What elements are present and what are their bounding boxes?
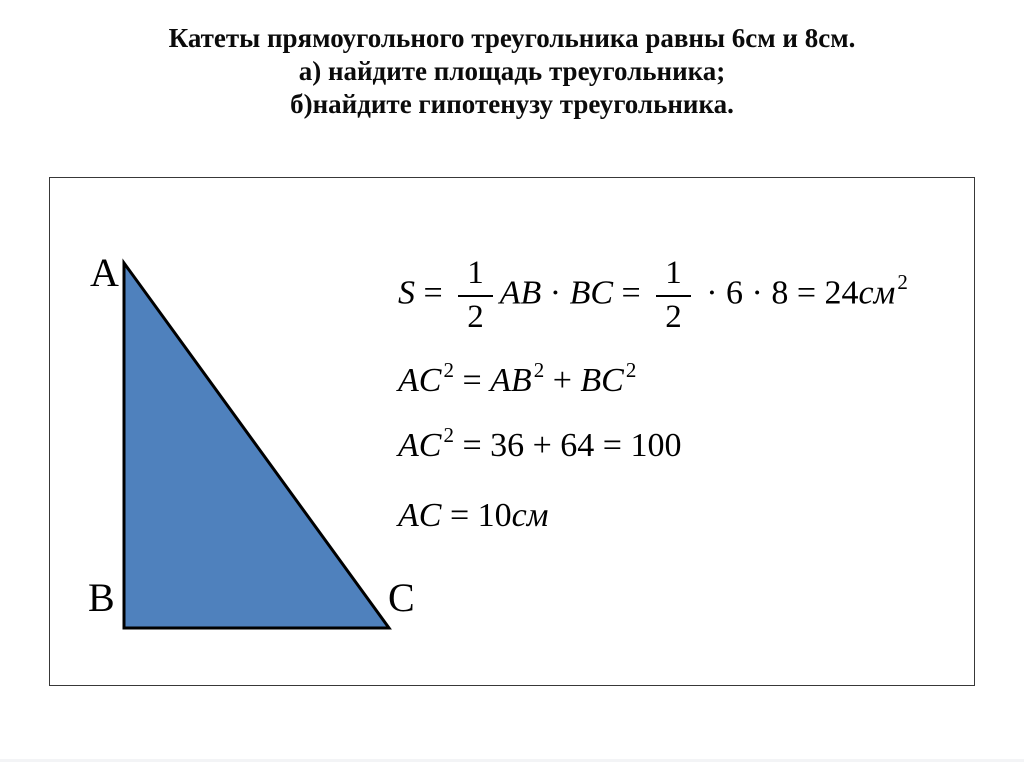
formula-area-unit: см: [858, 274, 896, 312]
pyth-ab: AB: [490, 362, 532, 399]
formula-area-dot1: ·: [541, 274, 570, 312]
fraction-numerator: 1: [458, 255, 493, 297]
title-line-2: а) найдите площадь треугольника;: [298, 56, 726, 86]
fraction-one-half-2: [656, 255, 691, 336]
title-line-3: б)найдите гипотенузу треугольника.: [290, 89, 734, 119]
pyth-eq: =: [453, 362, 491, 399]
result-unit: см: [511, 497, 549, 534]
formula-area-eq1: =: [415, 274, 452, 312]
right-triangle-shape: [124, 263, 389, 628]
fraction-denominator: 2: [467, 298, 484, 335]
result-ac: AC: [398, 497, 442, 534]
bottom-divider: [0, 759, 1024, 762]
vertex-label-b: B: [88, 575, 115, 620]
pyth-plus: +: [544, 362, 581, 399]
subst-rest: = 36 + 64 = 100: [453, 427, 682, 464]
formula-result: [398, 497, 548, 535]
slide-title: [0, 22, 1024, 121]
formula-area: [398, 255, 908, 336]
formula-area-rest: · 6 · 8 = 24: [697, 274, 859, 312]
formula-substitution: [398, 423, 682, 465]
pyth-bc: BC: [580, 362, 624, 399]
vertex-label-c: C: [388, 575, 415, 620]
fraction-denominator: 2: [665, 298, 682, 335]
vertex-label-a: A: [90, 250, 119, 295]
formula-area-ab: AB: [499, 274, 542, 312]
pyth-ac: AC: [398, 362, 442, 399]
formula-area-eq2: =: [613, 274, 650, 312]
formula-area-bc: BC: [569, 274, 614, 312]
title-line-1: Катеты прямоугольного треугольника равны 6см и 8см.: [168, 23, 856, 53]
pyth-exp-3: 2: [625, 358, 637, 382]
pyth-exp-1: 2: [443, 358, 454, 382]
result-rest: = 10: [441, 497, 512, 534]
pyth-exp-2: 2: [533, 358, 545, 382]
formula-pythagoras: [398, 358, 637, 400]
fraction-one-half-1: [458, 255, 493, 336]
formula-area-exponent: 2: [897, 270, 908, 295]
formula-area-s: S: [398, 274, 415, 312]
subst-ac: AC: [398, 427, 442, 464]
fraction-numerator: 1: [656, 255, 691, 297]
subst-exp: 2: [443, 423, 454, 447]
